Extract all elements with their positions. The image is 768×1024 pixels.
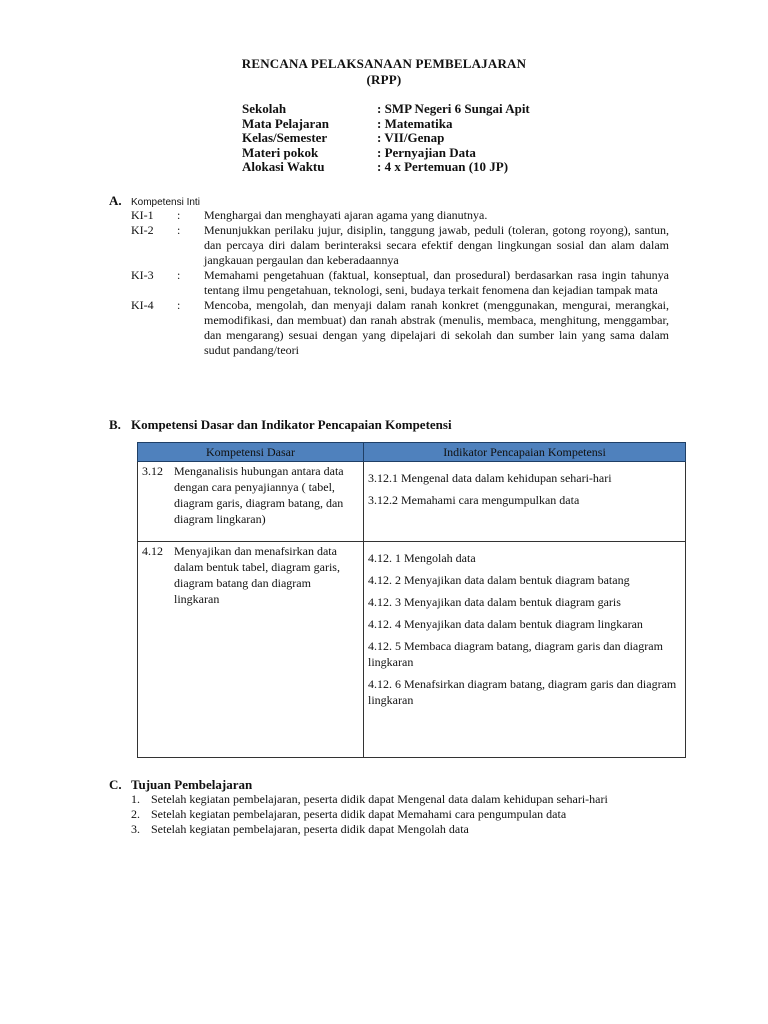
info-value: : SMP Negeri 6 Sungai Apit <box>377 101 530 116</box>
kompetensi-dasar-table <box>137 442 686 758</box>
info-row-sekolah <box>242 101 530 116</box>
identity-block <box>242 101 530 174</box>
indicator-cell <box>364 542 686 758</box>
ki-code: KI-2 <box>131 223 154 237</box>
ki-code: KI-1 <box>131 208 154 222</box>
ki-text: Menunjukkan perilaku jujur, disiplin, tanggung jawab, peduli (toleran, gotong royong), santun, dan percaya diri dalam berinteraksi secara efektif dengan lingkungan sosial dan alam dalam jangkauan pergaulan dan keberadaannya <box>204 223 669 267</box>
kompetensi-inti-list <box>131 208 669 358</box>
info-row-kelas-semester <box>242 130 530 145</box>
tujuan-list <box>131 792 673 837</box>
section-b-heading <box>109 417 452 433</box>
ki-code: KI-3 <box>131 268 154 282</box>
section-title: Kompetensi Dasar dan Indikator Pencapaian Kompetensi <box>131 417 452 432</box>
kd-text: Menyajikan dan menafsirkan data dalam bentuk tabel, diagram garis, diagram batang dan diagram lingkaran <box>174 544 340 606</box>
section-a-heading <box>109 193 200 209</box>
info-key: Kelas/Semester <box>242 130 328 145</box>
info-value: : Matematika <box>377 115 453 131</box>
list-number: 3. <box>131 822 140 836</box>
list-text: Setelah kegiatan pembelajaran, peserta didik dapat Mengenal data dalam kehidupan sehari-hari <box>151 792 608 806</box>
document-title: RENCANA PELAKSANAAN PEMBELAJARAN <box>241 56 527 71</box>
ki-item <box>131 208 669 223</box>
ki-text: Mencoba, mengolah, dan menyaji dalam ranah konkret (menggunakan, mengurai, merangkai, memodifikasi, dan membuat) dan ranah abstrak (menulis, membaca, menghitung, menggambar, dan mengarang) sesuai dengan yang dipelajari di sekolah dan sumber lain yang sama dalam sudut pandang/teori <box>204 298 669 357</box>
info-key: Mata Pelajaran <box>242 115 330 131</box>
info-row-materi-pokok <box>242 145 530 160</box>
ki-text: Memahami pengetahuan (faktual, konseptual, dan prosedural) berdasarkan rasa ingin tahunya tentang ilmu pengetahuan, teknologi, seni, budaya terkait fenomena dan kejadian tampak mata <box>204 268 669 297</box>
indicator-item: 4.12. 6 Menafsirkan diagram batang, diagram garis dan diagram lingkaran <box>368 677 677 707</box>
kd-text: Menganalisis hubungan antara data dengan cara penyajiannya ( tabel, diagram garis, diagram batang, dan diagram lingkaran) <box>174 464 344 526</box>
ki-item <box>131 268 669 298</box>
section-title: Tujuan Pembelajaran <box>131 777 253 792</box>
indicator-item: 3.12.2 Memahami cara mengumpulkan data <box>368 493 580 507</box>
section-title: Kompetensi Inti <box>131 197 200 208</box>
table-row <box>138 542 686 758</box>
info-value: : Pernyajian Data <box>377 144 476 160</box>
section-c-heading <box>109 777 252 793</box>
indicator-item: 4.12. 1 Mengolah data <box>368 551 476 565</box>
indicator-item: 4.12. 5 Membaca diagram batang, diagram garis dan diagram lingkaran <box>368 639 663 669</box>
section-letter: B. <box>109 417 121 432</box>
indicator-item: 4.12. 3 Menyajikan data dalam bentuk diagram garis <box>368 595 621 609</box>
indicator-item: 4.12. 4 Menyajikan data dalam bentuk diagram lingkaran <box>368 617 643 631</box>
info-row-mata-pelajaran <box>242 116 530 131</box>
kd-number: 3.12 <box>142 464 163 478</box>
kd-number: 4.12 <box>142 544 163 558</box>
list-item <box>131 807 673 822</box>
ki-text: Menghargai dan menghayati ajaran agama yang dianutnya. <box>204 208 488 222</box>
info-key: Materi pokok <box>242 144 319 160</box>
info-key: Sekolah <box>242 101 287 116</box>
column-header-indikator: Indikator Pencapaian Kompetensi <box>364 443 686 462</box>
ki-code: KI-4 <box>131 298 154 312</box>
section-letter: A. <box>109 193 122 208</box>
info-key: Alokasi Waktu <box>242 159 325 174</box>
info-value: : 4 x Pertemuan (10 JP) <box>377 159 509 174</box>
ki-colon: : <box>177 223 181 237</box>
indicator-item: 3.12.1 Mengenal data dalam kehidupan sehari-hari <box>368 471 612 485</box>
document-subtitle: (RPP) <box>366 72 402 87</box>
info-value: : VII/Genap <box>377 130 445 145</box>
ki-item <box>131 298 669 358</box>
list-number: 1. <box>131 792 140 806</box>
ki-item <box>131 223 669 268</box>
list-item <box>131 792 673 807</box>
info-row-alokasi-waktu <box>242 159 530 174</box>
indicator-cell <box>364 462 686 542</box>
kd-cell <box>138 462 364 542</box>
table-header-row <box>138 443 686 462</box>
column-header-kompetensi-dasar: Kompetensi Dasar <box>138 443 364 462</box>
table-row <box>138 462 686 542</box>
list-number: 2. <box>131 807 140 821</box>
section-letter: C. <box>109 777 122 792</box>
ki-colon: : <box>177 268 181 282</box>
indicator-item: 4.12. 2 Menyajikan data dalam bentuk diagram batang <box>368 573 630 587</box>
ki-colon: : <box>177 298 181 312</box>
ki-colon: : <box>177 208 181 222</box>
kd-cell <box>138 542 364 758</box>
list-item <box>131 822 673 837</box>
list-text: Setelah kegiatan pembelajaran, peserta didik dapat Memahami cara pengumpulan data <box>151 807 567 821</box>
list-text: Setelah kegiatan pembelajaran, peserta didik dapat Mengolah data <box>151 822 469 836</box>
